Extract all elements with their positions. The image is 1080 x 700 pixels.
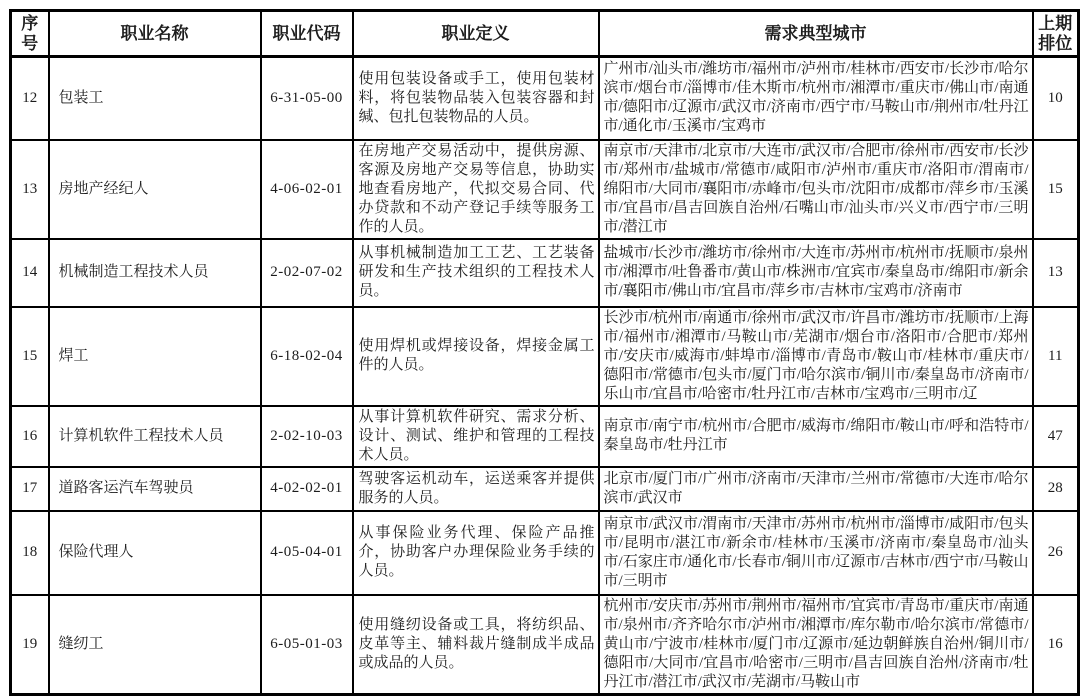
cell-serial-number: 16 — [11, 406, 49, 467]
cell-serial-number: 13 — [11, 140, 49, 239]
cell-occupation-definition: 驾驶客运机动车，运送乘客并提供服务的人员。 — [353, 467, 599, 511]
cell-occupation-code: 2-02-10-03 — [261, 406, 353, 467]
cell-demand-cities: 南京市/天津市/北京市/大连市/武汉市/合肥市/徐州市/西安市/长沙市/郑州市/盐城市/常德市/咸阳市/泸州市/重庆市/洛阳市/渭南市/绵阳市/大同市/襄阳市/赤峰市/包头市/沈阳市/成都市/萍乡市/玉溪市/宜昌市/昌吉回族自治州/石嘴山市/汕头市/兴义市/西宁市/三明市/潜江市 — [599, 140, 1033, 239]
header-occupation-definition: 职业定义 — [353, 11, 599, 57]
cell-occupation-code: 2-02-07-02 — [261, 239, 353, 307]
header-occupation-name: 职业名称 — [49, 11, 261, 57]
table-row — [11, 467, 1079, 511]
cell-serial-number: 19 — [11, 595, 49, 695]
table-row — [11, 511, 1079, 595]
cell-previous-rank: 13 — [1033, 239, 1079, 307]
cell-previous-rank: 10 — [1033, 57, 1079, 140]
cell-demand-cities: 南京市/南宁市/杭州市/合肥市/威海市/绵阳市/鞍山市/呼和浩特市/秦皇岛市/牡丹江市 — [599, 406, 1033, 467]
cell-previous-rank: 11 — [1033, 307, 1079, 406]
cell-occupation-definition: 从事保险业务代理、保险产品推介，协助客户办理保险业务手续的人员。 — [353, 511, 599, 595]
cell-previous-rank: 15 — [1033, 140, 1079, 239]
cell-previous-rank: 16 — [1033, 595, 1079, 695]
cell-occupation-name: 房地产经纪人 — [49, 140, 261, 239]
header-row — [11, 11, 1079, 57]
cell-occupation-name: 保险代理人 — [49, 511, 261, 595]
table-row — [11, 595, 1079, 695]
cell-occupation-name: 缝纫工 — [49, 595, 261, 695]
cell-occupation-code: 6-31-05-00 — [261, 57, 353, 140]
cell-demand-cities: 北京市/厦门市/广州市/济南市/天津市/兰州市/常德市/大连市/哈尔滨市/武汉市 — [599, 467, 1033, 511]
table-row — [11, 406, 1079, 467]
occupation-demand-table — [9, 9, 1080, 696]
cell-occupation-definition: 使用焊机或焊接设备，焊接金属工件的人员。 — [353, 307, 599, 406]
header-previous-rank: 上期排位 — [1033, 11, 1079, 57]
cell-occupation-name: 焊工 — [49, 307, 261, 406]
cell-demand-cities: 杭州市/安庆市/苏州市/荆州市/福州市/宜宾市/青岛市/重庆市/南通市/泉州市/齐齐哈尔市/泸州市/湘潭市/库尔勒市/哈尔滨市/常德市/黄山市/宁波市/桂林市/厦门市/辽源市/延边朝鲜族自治州/铜川市/德阳市/大同市/宜昌市/哈密市/三明市/昌吉回族自治州/济南市/牡丹江市/潜江市/武汉市/芜湖市/马鞍山市 — [599, 595, 1033, 695]
cell-occupation-name: 机械制造工程技术人员 — [49, 239, 261, 307]
cell-previous-rank: 47 — [1033, 406, 1079, 467]
header-serial-number: 序号 — [11, 11, 49, 57]
table-row — [11, 57, 1079, 140]
cell-previous-rank: 26 — [1033, 511, 1079, 595]
table-row — [11, 239, 1079, 307]
table-row — [11, 307, 1079, 406]
cell-occupation-code: 6-18-02-04 — [261, 307, 353, 406]
header-occupation-code: 职业代码 — [261, 11, 353, 57]
cell-occupation-definition: 在房地产交易活动中，提供房源、客源及房地产交易等信息，协助实地查看房地产，代拟交易合同、代办贷款和不动产登记手续等服务工作的人员。 — [353, 140, 599, 239]
cell-occupation-code: 4-06-02-01 — [261, 140, 353, 239]
cell-occupation-name: 计算机软件工程技术人员 — [49, 406, 261, 467]
header-demand-cities: 需求典型城市 — [599, 11, 1033, 57]
cell-serial-number: 15 — [11, 307, 49, 406]
cell-serial-number: 18 — [11, 511, 49, 595]
cell-demand-cities: 广州市/汕头市/潍坊市/福州市/泸州市/桂林市/西安市/长沙市/哈尔滨市/烟台市/淄博市/佳木斯市/杭州市/湘潭市/重庆市/佛山市/南通市/德阳市/辽源市/武汉市/济南市/西宁市/马鞍山市/荆州市/牡丹江市/通化市/玉溪市/宝鸡市 — [599, 57, 1033, 140]
cell-occupation-definition: 从事计算机软件研究、需求分析、设计、测试、维护和管理的工程技术人员。 — [353, 406, 599, 467]
cell-occupation-code: 4-02-02-01 — [261, 467, 353, 511]
cell-occupation-definition: 从事机械制造加工工艺、工艺装备研发和生产技术组织的工程技术人员。 — [353, 239, 599, 307]
cell-occupation-code: 6-05-01-03 — [261, 595, 353, 695]
cell-demand-cities: 南京市/武汉市/渭南市/天津市/苏州市/杭州市/淄博市/咸阳市/包头市/昆明市/湛江市/新余市/桂林市/玉溪市/济南市/秦皇岛市/汕头市/石家庄市/通化市/长春市/铜川市/辽源市/吉林市/西宁市/马鞍山市/三明市 — [599, 511, 1033, 595]
cell-serial-number: 14 — [11, 239, 49, 307]
cell-previous-rank: 28 — [1033, 467, 1079, 511]
cell-occupation-name: 道路客运汽车驾驶员 — [49, 467, 261, 511]
cell-serial-number: 17 — [11, 467, 49, 511]
cell-occupation-name: 包装工 — [49, 57, 261, 140]
cell-occupation-definition: 使用包装设备或手工，使用包装材料，将包装物品装入包装容器和封缄、包扎包装物品的人员。 — [353, 57, 599, 140]
cell-demand-cities: 长沙市/杭州市/南通市/徐州市/武汉市/许昌市/潍坊市/抚顺市/上海市/福州市/湘潭市/马鞍山市/芜湖市/烟台市/洛阳市/合肥市/郑州市/安庆市/威海市/蚌埠市/淄博市/青岛市/鞍山市/桂林市/重庆市/德阳市/常德市/包头市/厦门市/哈尔滨市/铜川市/秦皇岛市/济南市/乐山市/宜昌市/哈密市/牡丹江市/吉林市/宝鸡市/三明市/辽 — [599, 307, 1033, 406]
cell-serial-number: 12 — [11, 57, 49, 140]
cell-occupation-code: 4-05-04-01 — [261, 511, 353, 595]
table-row — [11, 140, 1079, 239]
cell-occupation-definition: 使用缝纫设备或工具，将纺织品、皮革等主、辅料裁片缝制成半成品或成品的人员。 — [353, 595, 599, 695]
cell-demand-cities: 盐城市/长沙市/潍坊市/徐州市/大连市/苏州市/杭州市/抚顺市/泉州市/湘潭市/吐鲁番市/黄山市/株洲市/宜宾市/秦皇岛市/绵阳市/新余市/襄阳市/佛山市/宜昌市/萍乡市/吉林市/宝鸡市/济南市 — [599, 239, 1033, 307]
